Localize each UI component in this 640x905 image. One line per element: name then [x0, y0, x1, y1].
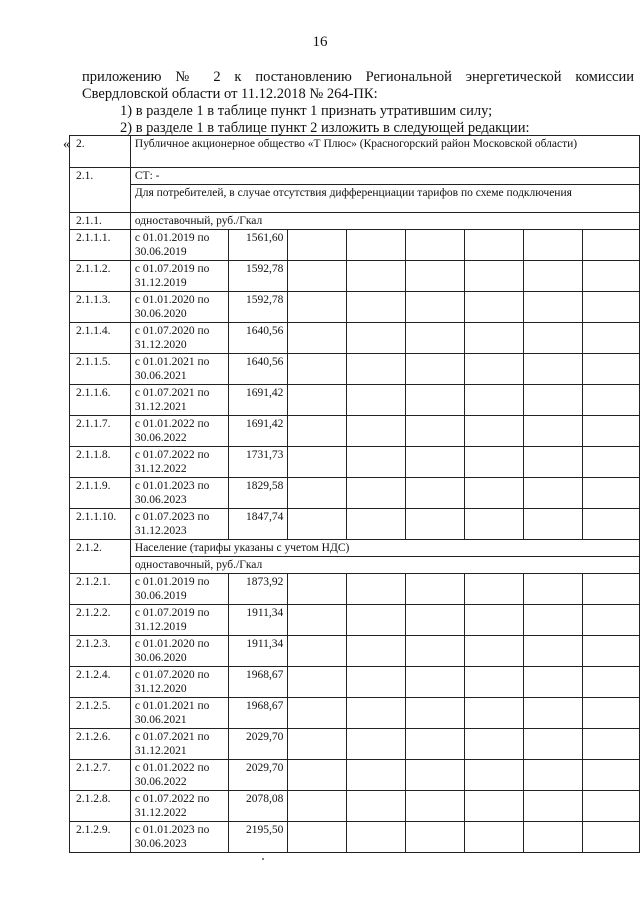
empty-cell: [288, 822, 346, 853]
row-number: 2.1.1.7.: [70, 416, 131, 447]
row-value: 1640,56: [229, 354, 288, 385]
intro-item-1: 1) в разделе 1 в таблице пункт 1 признать утратившим силу;: [120, 103, 493, 119]
empty-cell: [464, 385, 523, 416]
empty-cell: [346, 822, 405, 853]
tariff-row: [70, 261, 640, 292]
row-number: 2.1.1.5.: [70, 354, 131, 385]
row-number: 2.1.2.7.: [70, 760, 131, 791]
empty-cell: [346, 447, 405, 478]
row-period: с 01.07.2020 по 31.12.2020: [130, 323, 229, 354]
population-number: 2.1.2.: [70, 540, 131, 574]
empty-cell: [346, 385, 405, 416]
tariff-row: [70, 822, 640, 853]
empty-cell: [583, 760, 640, 791]
population-label: одноставочный, руб./Гкал: [130, 557, 639, 574]
opening-quote: «: [63, 137, 70, 152]
row-number: 2.1.1.2.: [70, 261, 131, 292]
row-period: с 01.01.2022 по 30.06.2022: [130, 760, 229, 791]
empty-cell: [583, 478, 640, 509]
empty-cell: [288, 354, 346, 385]
row-number: 2.1.2.3.: [70, 636, 131, 667]
empty-cell: [346, 760, 405, 791]
empty-cell: [288, 574, 346, 605]
tariff-row: [70, 354, 640, 385]
empty-cell: [524, 261, 583, 292]
empty-cell: [524, 323, 583, 354]
subsection-row: [70, 213, 640, 230]
tariff-row: [70, 760, 640, 791]
row-number: 2.1.2.8.: [70, 791, 131, 822]
intro-item-2: 2) в разделе 1 в таблице пункт 2 изложить в следующей редакции:: [120, 120, 530, 136]
row-period: с 01.01.2019 по 30.06.2019: [130, 230, 229, 261]
org-number: 2.: [70, 136, 131, 168]
empty-cell: [464, 605, 523, 636]
row-value: 1829,58: [229, 478, 288, 509]
tariff-row: [70, 230, 640, 261]
empty-cell: [464, 698, 523, 729]
empty-cell: [346, 416, 405, 447]
empty-cell: [288, 292, 346, 323]
empty-cell: [406, 729, 464, 760]
empty-cell: [406, 760, 464, 791]
empty-cell: [524, 509, 583, 540]
empty-cell: [464, 636, 523, 667]
empty-cell: [288, 791, 346, 822]
empty-cell: [346, 323, 405, 354]
row-value: 1911,34: [229, 636, 288, 667]
empty-cell: [524, 292, 583, 323]
org-name: Публичное акционерное общество «Т Плюс» (Красногорский район Московской области): [130, 136, 639, 168]
empty-cell: [583, 385, 640, 416]
tariff-row: [70, 385, 640, 416]
empty-cell: [288, 605, 346, 636]
empty-cell: [464, 230, 523, 261]
empty-cell: [464, 478, 523, 509]
row-period: с 01.07.2019 по 31.12.2019: [130, 261, 229, 292]
empty-cell: [288, 760, 346, 791]
subsection-number: 2.1.1.: [70, 213, 131, 230]
empty-cell: [288, 447, 346, 478]
row-period: с 01.01.2020 по 30.06.2020: [130, 636, 229, 667]
page-number: 16: [312, 34, 328, 50]
empty-cell: [406, 509, 464, 540]
empty-cell: [346, 230, 405, 261]
tariff-row: [70, 605, 640, 636]
empty-cell: [583, 323, 640, 354]
empty-cell: [464, 509, 523, 540]
empty-cell: [524, 354, 583, 385]
empty-cell: [346, 354, 405, 385]
empty-cell: [346, 698, 405, 729]
empty-cell: [583, 447, 640, 478]
row-period: с 01.07.2020 по 31.12.2020: [130, 667, 229, 698]
empty-cell: [524, 447, 583, 478]
empty-cell: [346, 729, 405, 760]
row-number: 2.1.2.1.: [70, 574, 131, 605]
empty-cell: [406, 385, 464, 416]
empty-cell: [583, 261, 640, 292]
row-value: 1968,67: [229, 698, 288, 729]
empty-cell: [406, 636, 464, 667]
empty-cell: [524, 760, 583, 791]
row-number: 2.1.1.4.: [70, 323, 131, 354]
row-number: 2.1.1.8.: [70, 447, 131, 478]
row-period: с 01.01.2023 по 30.06.2023: [130, 478, 229, 509]
empty-cell: [524, 605, 583, 636]
section-description: Для потребителей, в случае отсутствия дифференциации тарифов по схеме подключения: [130, 185, 639, 213]
row-value: 1640,56: [229, 323, 288, 354]
row-value: 1847,74: [229, 509, 288, 540]
tariff-row: [70, 416, 640, 447]
empty-cell: [583, 698, 640, 729]
empty-cell: [524, 822, 583, 853]
empty-cell: [288, 478, 346, 509]
empty-cell: [583, 729, 640, 760]
empty-cell: [524, 416, 583, 447]
empty-cell: [406, 416, 464, 447]
section-ct: СТ: -: [130, 168, 639, 185]
empty-cell: [583, 667, 640, 698]
row-value: 1691,42: [229, 416, 288, 447]
row-period: с 01.07.2021 по 31.12.2021: [130, 729, 229, 760]
row-period: с 01.07.2019 по 31.12.2019: [130, 605, 229, 636]
row-number: 2.1.1.10.: [70, 509, 131, 540]
empty-cell: [288, 509, 346, 540]
empty-cell: [406, 822, 464, 853]
row-value: 2029,70: [229, 760, 288, 791]
row-period: с 01.01.2023 по 30.06.2023: [130, 822, 229, 853]
empty-cell: [406, 478, 464, 509]
row-value: 2078,08: [229, 791, 288, 822]
empty-cell: [346, 509, 405, 540]
row-number: 2.1.2.9.: [70, 822, 131, 853]
row-number: 2.1.2.6.: [70, 729, 131, 760]
empty-cell: [464, 667, 523, 698]
row-period: с 01.07.2023 по 31.12.2023: [130, 509, 229, 540]
row-value: 1592,78: [229, 292, 288, 323]
intro-text: [82, 69, 634, 137]
row-value: 1592,78: [229, 261, 288, 292]
empty-cell: [583, 292, 640, 323]
population-label-row: [70, 557, 640, 574]
row-value: 1691,42: [229, 385, 288, 416]
empty-cell: [464, 354, 523, 385]
tariff-row: [70, 667, 640, 698]
tariff-row: [70, 509, 640, 540]
tariff-row: [70, 791, 640, 822]
empty-cell: [288, 416, 346, 447]
empty-cell: [583, 509, 640, 540]
empty-cell: [464, 729, 523, 760]
tariff-row: [70, 447, 640, 478]
empty-cell: [406, 698, 464, 729]
empty-cell: [583, 416, 640, 447]
empty-cell: [524, 385, 583, 416]
org-row: [70, 136, 640, 168]
empty-cell: [583, 636, 640, 667]
row-period: с 01.07.2022 по 31.12.2022: [130, 447, 229, 478]
empty-cell: [346, 292, 405, 323]
empty-cell: [346, 791, 405, 822]
empty-cell: [346, 261, 405, 292]
population-row: [70, 540, 640, 557]
tariff-row: [70, 292, 640, 323]
row-value: 2195,50: [229, 822, 288, 853]
row-period: с 01.01.2021 по 30.06.2021: [130, 354, 229, 385]
tariff-row: [70, 574, 640, 605]
row-number: 2.1.1.9.: [70, 478, 131, 509]
empty-cell: [583, 230, 640, 261]
section-desc-row: [70, 185, 640, 213]
empty-cell: [464, 261, 523, 292]
row-period: с 01.01.2019 по 30.06.2019: [130, 574, 229, 605]
empty-cell: [288, 230, 346, 261]
empty-cell: [406, 574, 464, 605]
row-period: с 01.01.2022 по 30.06.2022: [130, 416, 229, 447]
row-value: 1911,34: [229, 605, 288, 636]
row-period: с 01.07.2021 по 31.12.2021: [130, 385, 229, 416]
empty-cell: [406, 292, 464, 323]
row-period: с 01.07.2022 по 31.12.2022: [130, 791, 229, 822]
empty-cell: [524, 574, 583, 605]
empty-cell: [346, 605, 405, 636]
empty-cell: [524, 636, 583, 667]
empty-cell: [464, 760, 523, 791]
empty-cell: [406, 323, 464, 354]
empty-cell: [464, 292, 523, 323]
empty-cell: [464, 416, 523, 447]
section-ct-row: [70, 168, 640, 185]
empty-cell: [406, 791, 464, 822]
row-value: 1731,73: [229, 447, 288, 478]
row-number: 2.1.1.1.: [70, 230, 131, 261]
empty-cell: [346, 667, 405, 698]
row-period: с 01.01.2020 по 30.06.2020: [130, 292, 229, 323]
tariff-table: [69, 135, 640, 853]
empty-cell: [406, 447, 464, 478]
row-number: 2.1.2.4.: [70, 667, 131, 698]
empty-cell: [524, 478, 583, 509]
empty-cell: [346, 636, 405, 667]
intro-line-1: приложению № 2 к постановлению Региональной энергетической комиссии: [82, 69, 634, 85]
empty-cell: [583, 574, 640, 605]
empty-cell: [406, 605, 464, 636]
row-value: 1968,67: [229, 667, 288, 698]
population-description: Население (тарифы указаны с учетом НДС): [130, 540, 639, 557]
empty-cell: [464, 791, 523, 822]
empty-cell: [346, 478, 405, 509]
tariff-row: [70, 323, 640, 354]
page-speck: [262, 858, 264, 860]
empty-cell: [288, 323, 346, 354]
row-value: 1873,92: [229, 574, 288, 605]
empty-cell: [583, 822, 640, 853]
row-value: 1561,60: [229, 230, 288, 261]
empty-cell: [583, 605, 640, 636]
empty-cell: [524, 698, 583, 729]
empty-cell: [464, 574, 523, 605]
empty-cell: [583, 354, 640, 385]
empty-cell: [524, 667, 583, 698]
empty-cell: [288, 636, 346, 667]
empty-cell: [464, 323, 523, 354]
empty-cell: [288, 698, 346, 729]
empty-cell: [288, 261, 346, 292]
empty-cell: [524, 791, 583, 822]
empty-cell: [406, 230, 464, 261]
empty-cell: [464, 822, 523, 853]
tariff-row: [70, 636, 640, 667]
tariff-row: [70, 698, 640, 729]
row-period: с 01.01.2021 по 30.06.2021: [130, 698, 229, 729]
empty-cell: [464, 447, 523, 478]
empty-cell: [288, 385, 346, 416]
subsection-label: одноставочный, руб./Гкал: [130, 213, 639, 230]
row-number: 2.1.2.2.: [70, 605, 131, 636]
empty-cell: [288, 667, 346, 698]
intro-line-2: Свердловской области от 11.12.2018 № 264-ПК:: [82, 86, 378, 102]
empty-cell: [524, 729, 583, 760]
section-number: 2.1.: [70, 168, 131, 213]
tariff-row: [70, 478, 640, 509]
row-number: 2.1.1.3.: [70, 292, 131, 323]
empty-cell: [288, 729, 346, 760]
row-number: 2.1.1.6.: [70, 385, 131, 416]
empty-cell: [346, 574, 405, 605]
row-value: 2029,70: [229, 729, 288, 760]
empty-cell: [406, 261, 464, 292]
empty-cell: [406, 354, 464, 385]
row-number: 2.1.2.5.: [70, 698, 131, 729]
empty-cell: [524, 230, 583, 261]
empty-cell: [406, 667, 464, 698]
empty-cell: [583, 791, 640, 822]
tariff-row: [70, 729, 640, 760]
